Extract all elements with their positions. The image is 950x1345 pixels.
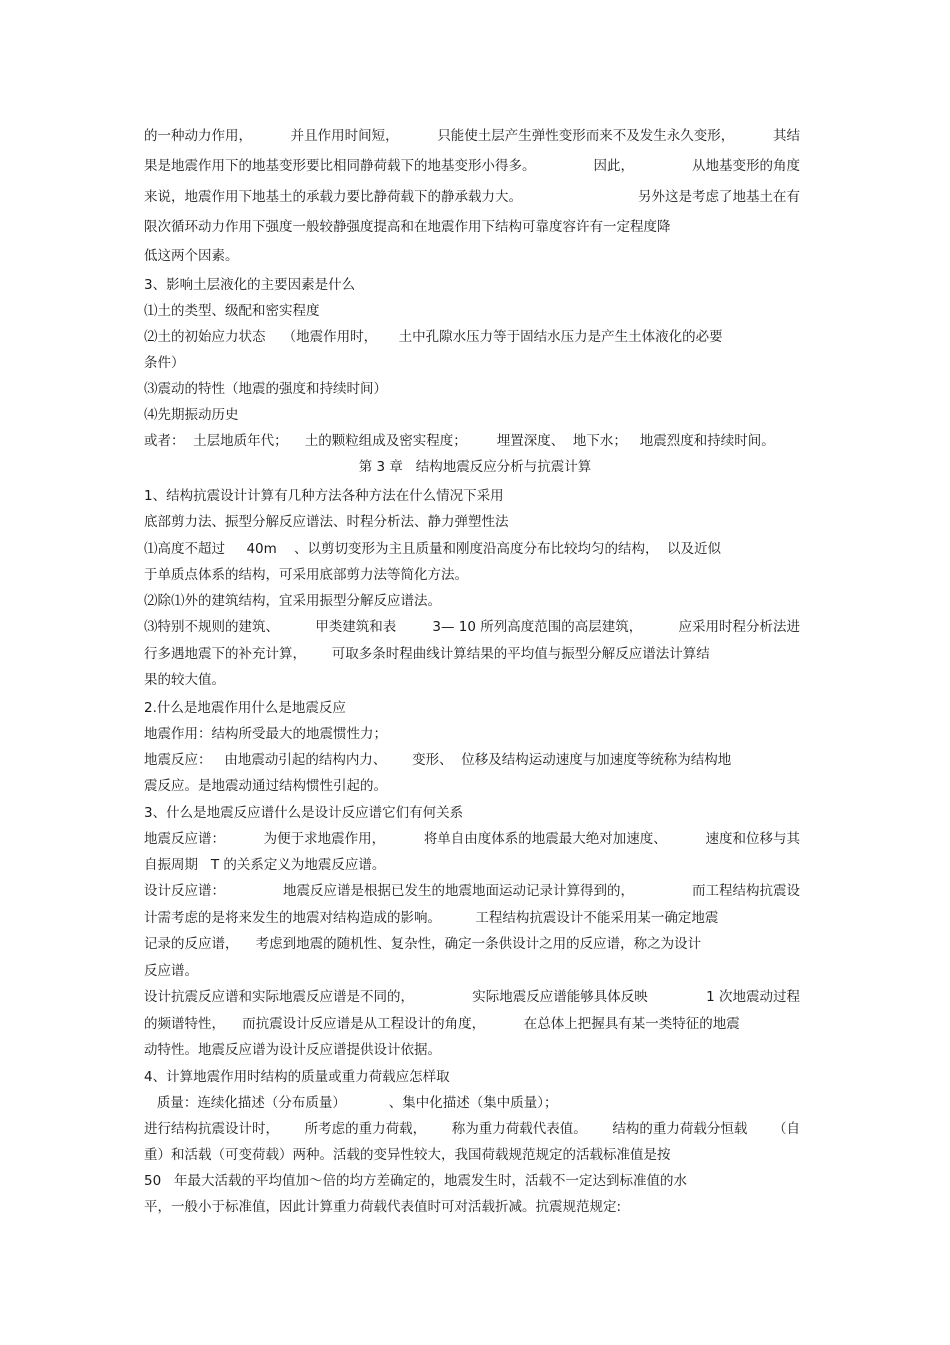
text-segment: 所考虑的重力荷载，: [304, 1121, 427, 1137]
text-line: ⑵土的初始应力状态 （地震作用时， 土中孔隙水压力等于固结水压力是产生土体液化的必要: [144, 329, 723, 345]
text-segment: 将单自由度体系的地震最大绝对加速度、: [423, 831, 667, 847]
text-line: 于单质点体系的结构，可采用底部剪力法等简化方法。: [144, 567, 468, 583]
text-line: 2.什么是地震作用什么是地震反应: [144, 700, 346, 716]
text-line: [144, 618, 800, 636]
text-segment: 结构的重力荷载分恒载: [612, 1121, 748, 1137]
text-segment: 因此，: [593, 158, 634, 174]
text-segment: 重）和活载（可变荷载）两种。活载的变异性较大，我国荷载规范规定的活载标准值是按: [144, 1147, 671, 1163]
text-line: 记录的反应谱， 考虑到地震的随机性、复杂性，确定一条供设计之用的反应谱，称之为设计: [144, 936, 702, 952]
text-line: [144, 988, 800, 1006]
text-line: 行多遇地震下的补充计算， 可取多条时程曲线计算结果的平均值与振型分解反应谱法计算结: [144, 646, 710, 662]
text-line: 质量：连续化描述（分布质量） 、集中化描述（集中质量）；: [144, 1095, 558, 1111]
text-line: ⑵除⑴外的建筑结构，宜采用振型分解反应谱法。: [144, 593, 441, 609]
text-segment: 3— 10 所列高度范围的高层建筑，: [432, 619, 643, 635]
text-line: 或者： 土层地质年代； 土的颗粒组成及密实程度； 埋置深度、 地下水； 地震烈度和持续时间。: [144, 433, 775, 449]
text-line: 条件）: [144, 355, 185, 371]
text-segment: 而工程结构抗震设: [692, 883, 800, 899]
text-segment: 进行结构抗震设计时，: [144, 1121, 279, 1137]
text-line: [144, 1146, 671, 1164]
text-segment: 果是地震作用下的地基变形要比相同静荷载下的地基变形小得多。: [144, 158, 536, 174]
text-segment: ⑶特别不规则的建筑、: [144, 619, 279, 635]
text-segment: 设计抗震反应谱和实际地震反应谱是不同的，: [144, 989, 414, 1005]
text-line: [144, 188, 800, 206]
text-segment: 从地基变形的角度: [692, 158, 800, 174]
text-segment: 来说，地震作用下地基土的承载力要比静荷载下的静承载力大。: [144, 189, 522, 205]
text-segment: 1 次地震动过程: [706, 989, 800, 1005]
text-segment: 应采用时程分析法进: [678, 619, 800, 635]
text-segment: 地震反应谱是根据已发生的地震地面运动记录计算得到的，: [283, 883, 634, 899]
text-line: 4、计算地震作用时结构的质量或重力荷载应怎样取: [144, 1069, 450, 1085]
text-line: ⑴高度不超过 40m 、以剪切变形为主且质量和刚度沿高度分布比较均匀的结构， 以及近似: [144, 541, 722, 557]
text-segment: 的一种动力作用，: [144, 128, 252, 144]
text-line: 地震反应： 由地震动引起的结构内力、 变形、 位移及结构运动速度与加速度等统称为结构地: [144, 752, 732, 768]
text-line: 震反应。是地震动通过结构惯性引起的。: [144, 778, 387, 794]
text-line: 果的较大值。: [144, 672, 225, 688]
text-line: 3、影响土层液化的主要因素是什么: [144, 277, 356, 293]
text-segment: （自: [773, 1121, 800, 1137]
text-line: 动特性。地震反应谱为设计反应谱提供设计依据。: [144, 1042, 441, 1058]
text-line: 反应谱。: [144, 963, 198, 979]
text-line: 底部剪力法、振型分解反应谱法、时程分析法、静力弹塑性法: [144, 514, 509, 530]
text-segment: 甲类建筑和表: [315, 619, 397, 635]
text-line: 限次循环动力作用下强度一般较静强度提高和在地震作用下结构可靠度容许有一定程度降: [144, 219, 671, 235]
text-segment: 为便于求地震作用，: [263, 831, 386, 847]
text-line: 3、什么是地震反应谱什么是设计反应谱它们有何关系: [144, 805, 464, 821]
text-segment: 设计反应谱：: [144, 883, 225, 899]
text-line: 50 年最大活载的平均值加～倍的均方差确定的，地震发生时，活载不一定达到标准值的水: [144, 1173, 688, 1189]
text-line: 平，一般小于标准值，因此计算重力荷载代表值时可对活载折减。抗震规范规定:: [144, 1199, 622, 1215]
text-line: [144, 157, 800, 175]
text-line: 的频谱特性， 而抗震设计反应谱是从工程设计的角度， 在总体上把握具有某一类特征的地震: [144, 1016, 740, 1032]
chapter-heading: 第 3 章 结构地震反应分析与抗震计算: [358, 459, 592, 475]
text-segment: 只能使土层产生弹性变形而来不及发生永久变形，: [437, 128, 735, 144]
text-segment: 地震反应谱：: [144, 831, 225, 847]
text-segment: 速度和位移与其: [705, 831, 800, 847]
text-segment: 实际地震反应谱能够具体反映: [472, 989, 648, 1005]
text-line: [144, 127, 800, 145]
text-segment: 并且作用时间短，: [290, 128, 399, 144]
text-line: ⑶震动的特性（地震的强度和持续时间）: [144, 381, 387, 397]
text-line: [144, 1120, 800, 1138]
text-line: 低这两个因素。: [144, 248, 239, 264]
text-segment: 称为重力荷载代表值。: [451, 1121, 587, 1137]
text-segment: 其结: [772, 128, 800, 144]
text-line: 地震作用：结构所受最大的地震惯性力；: [144, 726, 387, 742]
text-line: [144, 882, 800, 900]
text-segment: 另外这是考虑了地基土在有: [638, 189, 800, 205]
text-line: [144, 830, 800, 848]
text-line: ⑴土的类型、级配和密实程度: [144, 303, 320, 319]
text-line: 自振周期 T 的关系定义为地震反应谱。: [144, 857, 386, 873]
text-line: 计需考虑的是将来发生的地震对结构造成的影响。 工程结构抗震设计不能采用某一确定地震: [144, 910, 719, 926]
text-line: 1、结构抗震设计计算有几种方法各种方法在什么情况下采用: [144, 488, 504, 504]
text-line: ⑷先期振动历史: [144, 407, 239, 423]
